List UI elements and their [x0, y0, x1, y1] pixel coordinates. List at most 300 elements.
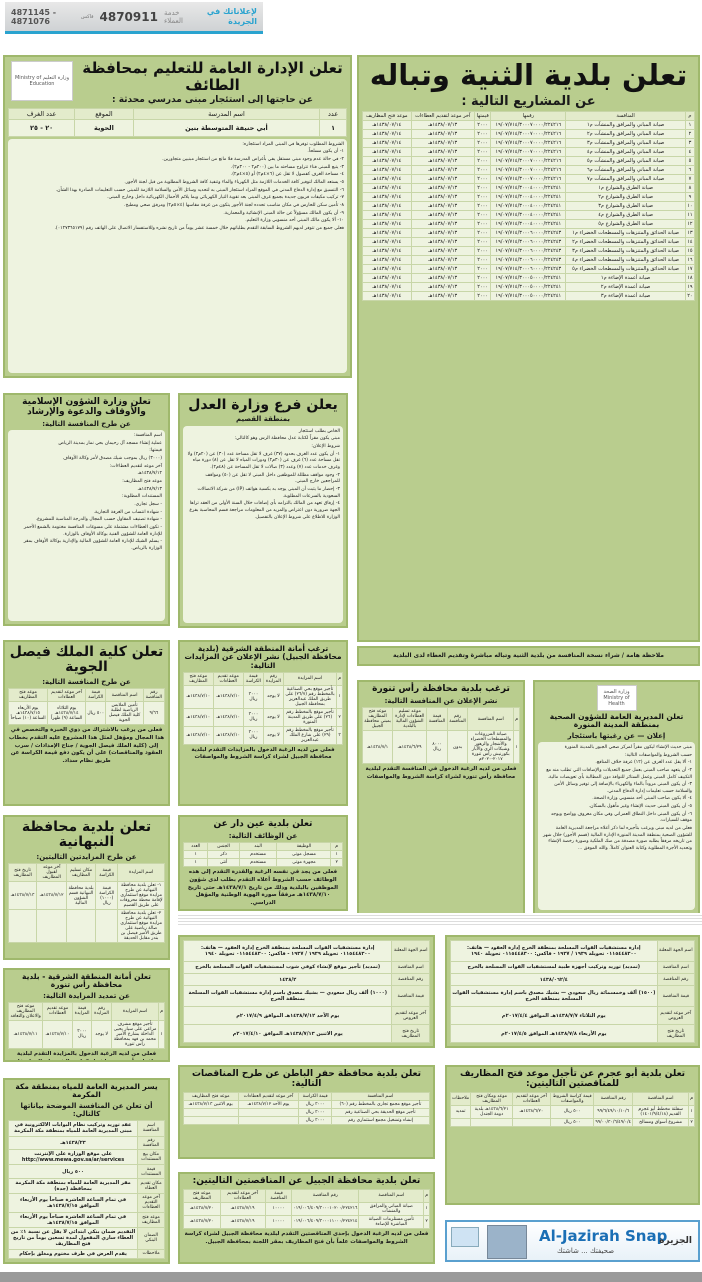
info-row	[451, 941, 695, 962]
body-line: ٤- ألا يكون صاحب المبنى أحد منسوبي وزارة الصحة.	[592, 796, 692, 802]
table-cell: ١٩/٠٧/٧١٤/٣٠٠٠٦٠٠٠٠/٢٢٤٢٤٣	[491, 256, 566, 265]
column-header: قيمة الكراسة	[96, 864, 118, 882]
table-row	[363, 175, 695, 184]
ad-subtitle: عن طرح المنافسة التالية:	[42, 419, 131, 428]
ad-table	[183, 672, 343, 745]
table-cell: بدون	[447, 731, 467, 764]
info-label: اسم المناقصة	[657, 961, 694, 973]
column-header: قيمة المنافسة	[427, 708, 448, 731]
info-value: ١٤٣٨/٠٦٢/٤	[451, 974, 658, 986]
table-cell: ١٤٣٨/٠٧/١٤هـ	[363, 184, 412, 193]
ad-body	[8, 430, 165, 621]
body-line: المستندات المطلوبة:	[122, 494, 162, 500]
table-cell: ١	[514, 731, 520, 764]
column-header: الجنس	[208, 843, 239, 851]
table-row	[363, 139, 695, 148]
body-line: - شهادة انتساب من الغرفة التجارية.	[93, 509, 162, 515]
table-cell: صيانة الحدائق والمتنزهات والمسطحات الخضراء م٢	[566, 238, 686, 247]
table-cell: صيانة الطرق والشوارع م١	[566, 184, 686, 193]
ad-footer: فعلى من لديه الرغبة الدخول بالمزايدة التقدم لبلدية محافظة رأس تنورة لشراء كراسة الشروط والمواصفات	[12, 1050, 161, 1062]
column-header: م	[514, 708, 520, 731]
table-cell: ١٤٣٨/٠٧/١٣هـ	[411, 139, 474, 148]
table-cell: صيانة المباني والمرافق والمنشآت	[359, 1202, 424, 1215]
info-value: عقد توريد وتركيب نظام البوابات الالكترونية في مبنى المديرية العامة للمياه بمنطقة مكة المكرمة	[9, 1121, 138, 1136]
body-line: عملية إنشاء مسجد آل رحيمان بحي نمار بمدينة الرياض	[58, 440, 162, 446]
ad-subtitle: عن طرح المنافسة التالية:	[42, 677, 131, 686]
table-cell: ١٩/٠٧/٧١٤/٣٠٠٠٧٠٠٠٠/٢٢٤٢١٦	[491, 130, 566, 139]
table-cell: ١٤٣٨/٠٧/١٣هـ	[411, 247, 474, 256]
table-row	[9, 882, 165, 910]
table-cell: ٢٠	[687, 293, 693, 300]
ad-ain-dar-municipality	[178, 815, 348, 911]
info-label: آخر موعد التقديم العطاءات	[138, 1194, 165, 1212]
table-row	[184, 1108, 430, 1116]
table-cell: ٩٩/٠٠/٣٠/٦/٤٩/٠/٤	[595, 1119, 632, 1125]
column-header: موعد فتح المظاريف	[184, 672, 214, 685]
body-line: مبنى يكون مقراً لكتابة عدل محافظة الرس وهو كالتالي:	[234, 436, 340, 442]
ad-footer: فعلى من يرغب بالاشتراك من ذوي الخبرة والتخصص في هذا المجال ومؤهل لمثل هذا المشروع عليه التقدم بخطاب إلى (كلية الملك فيصل الجوية / جناح الإمدادات / سرب العقود والمناقصات) على أن يكون دفع قيمة الكراسة عن طريق نظام سداد.	[8, 727, 165, 764]
table-cell: لا يوجد	[92, 1020, 111, 1048]
table-cell: ١٤٣٨/٧/١هـ	[363, 731, 393, 764]
table-cell: ١٤٣٨/٠٧/١٣هـ	[411, 148, 474, 157]
body-line: ٤- مساحة الغرف كفصول لا تقل عن (٦×٤م٢) أو (٥×٤م٢).	[230, 172, 344, 178]
column-header: رقمها	[491, 112, 566, 121]
column-header: مكان تسليم المظاريف	[67, 864, 96, 882]
info-value: يوم الاثنين ١٤٣٨/٧/١٣هـ الموافق ٢٠١٧/٤/١٠م	[184, 1025, 392, 1043]
table-cell: صيانة الطرق والشوارع م٣	[566, 202, 686, 211]
brand-logo: لإعلاناتك في الجريدة	[206, 6, 257, 26]
table-cell: ١٤٣٨/٠٧/١٤هـ	[363, 211, 412, 220]
table-cell: ١٤٣٨/٠٧/١٣هـ	[411, 193, 474, 202]
table-cell: ٢٠٠٠	[474, 184, 490, 193]
body-line: ٤- إرفاق تعهد من المالك بالتزامه بأي إضافات خلال السنة الأولى من العقد تراها الجهة ضرورية دون اعتراض والمزيد من المعلومات مراجعة قسم المحاسبة بفرع الوزارة للاطلاع على شروط الإعلان بالتفصيل.	[189, 501, 340, 520]
table-cell: تأمين مستلزمات الصيانة المباشرة للإضاءة	[359, 1215, 424, 1228]
column-header: م	[685, 112, 694, 121]
table-cell	[238, 1108, 299, 1116]
ad-title: تعلن بلدية أبو عجرم عن تأجيل موعد فتح المظاريف للمناقصتين التاليتين:	[459, 1069, 686, 1089]
column-header: رقم المزايدة	[92, 1002, 111, 1020]
table-cell: ٩/٦٦	[143, 702, 164, 725]
ad-body	[183, 426, 343, 623]
column-header: الوظيفة	[277, 843, 331, 851]
table-cell: ٢٠٠٠	[474, 130, 490, 139]
table-cell	[37, 910, 67, 943]
table-cell: ١١	[687, 212, 693, 219]
column-header: قيمة الكراسة	[299, 1092, 331, 1100]
body-line: ١- أن يكون مسلحاً.	[307, 149, 344, 155]
body-line: آخر موعد لتقديم العطاءات:	[109, 463, 162, 469]
body-line: ٣- يتبع للمبنى فناء تتراوح مساحته ما بين (٢٠٠م٢ - ٣٠٠م٢).	[230, 164, 344, 170]
table-cell: ذكر	[208, 851, 239, 859]
ad-table	[183, 842, 343, 867]
info-row	[9, 1150, 165, 1165]
table-cell: صيانة الحدائق والمتنزهات والمسطحات الخضراء م١	[566, 229, 686, 238]
table-cell: ١٤٣٨/٠٧/١٤هـ	[363, 202, 412, 211]
table-cell: ٢	[690, 1119, 693, 1125]
table-cell: أبي حنيفة المتوسطة بنين	[133, 119, 319, 136]
table-cell: صيانة المباني والمرافق والمنشآت م٧	[566, 175, 686, 184]
table-cell: مسجل موتى	[277, 851, 331, 859]
table-cell: ١٤٣٨/٧/١٠هـ	[213, 708, 243, 726]
info-label: موعد فتح المظاريف	[138, 1212, 165, 1227]
table-row	[363, 265, 695, 274]
table-cell: ١٤٣٨/٧/١٠هـ	[213, 726, 243, 744]
column-header: رقم المناقصة	[143, 689, 164, 702]
table-cell: صيانة الحدائق والمتنزهات والمسطحات الخضراء م٣	[566, 247, 686, 256]
ad-subtitle: نشر الإعلان عن المنافسة التالية:	[384, 696, 498, 705]
table-cell: ٢٠٠٠	[474, 175, 490, 184]
info-label: اسم الجهة المعلنة	[657, 941, 694, 962]
info-value: في تمام الساعة العاشرة صباحاً يوم الأربعاء الموافق ١٤٣٨/٧/١٥هـ	[9, 1212, 138, 1227]
body-line: ١- أن يكون عدد الغرف بحدود (٣٧) غرف لا تقل مساحة عدد (٣٠) عن (٢٠م٢) ولا تقل مساحة عدد (٦) غرف عن (٣٠م٢) ودورات المياه لا تقل عن (٨) دورة مياه وغرف خدمات عدد (٧) وعدد (٣) صالات لا تقل المساحة عن (٤٨م٢).	[187, 451, 340, 471]
table-row	[363, 130, 695, 139]
table-row	[184, 1116, 430, 1124]
table-row	[363, 202, 695, 211]
table-cell: ١٤٣٨/٠٧/١٣هـ	[411, 121, 474, 130]
table-cell: ١٤٣٨/٠٧/١٣هـ	[411, 184, 474, 193]
ad-taif-education	[3, 55, 352, 378]
column-header: ملاحظات	[451, 1092, 471, 1105]
table-cell: ١٩/٠٧/٧١٤/٣٠٠٠٧٠٠٠٠/٢٢٤٢١٦	[491, 148, 566, 157]
table-cell: ١٤٣٨/٠٧/١٤هـ	[363, 274, 412, 283]
al-jazirah-snap-banner[interactable]	[445, 1220, 700, 1262]
body-line: - شهادة تصنيف المقاول حسب المجال والدرجة المناسبة للمشروع.	[35, 517, 162, 523]
table-row	[9, 119, 347, 136]
table-cell: يوم الأحد ١٤٣٨/٧/١٢هـ	[238, 1100, 299, 1108]
table-cell: ١٠	[687, 203, 693, 210]
table-cell: ١٩/٠٧/٧١٤/٣٠٠٠٧٠٠٠٠/٢٢٤٢١٦	[491, 139, 566, 148]
info-label: قيمة المستندات	[138, 1165, 165, 1178]
table-cell: ١٤٣٨/٠٧/١٣هـ	[411, 130, 474, 139]
info-value: مقر المديرية العامة للمياه بمنطقة مكة المكرمة بمحافظة (جدة)	[9, 1178, 138, 1193]
ad-title: تعلن بلدية عين دار عن	[213, 819, 313, 829]
table-cell: ١٤	[687, 239, 693, 246]
table-cell: ١٤٣٨/٠٧/١٣هـ	[411, 166, 474, 175]
column-header: آخر موعد لتقديم العطاءات	[512, 1092, 550, 1105]
table-row	[9, 1020, 165, 1048]
body-line: الشروط المطلوب توفرها في المبنى المراد استئجاره:	[242, 141, 344, 147]
ad-jubail-auction	[178, 640, 348, 806]
column-header: العدد	[184, 843, 208, 851]
info-value: (١٥٠٠) ألف وخمسمائة ريال سعودي — بشيك مصدق باسم إدارة مستشفيات القوات المسلحة بمنطقة الخرج	[451, 986, 658, 1007]
info-row	[9, 1212, 165, 1227]
ad-title: يعلن فرع وزارة العدل	[188, 397, 338, 413]
table-cell: صيانة أعمدة الإضاءة م٢	[566, 283, 686, 292]
table-cell: ١٤٣٨/٠٧/١٤هـ	[363, 139, 412, 148]
info-value: في تمام الساعة العاشرة صباحاً يوم الأربعاء الموافق ١٤٣٨/٧/١٥هـ	[9, 1194, 138, 1212]
ad-table	[8, 863, 165, 943]
column-header: م	[689, 1092, 695, 1105]
column-header: عدد الغرف	[9, 108, 75, 119]
ad-islamic-affairs	[3, 393, 170, 626]
table-row	[363, 731, 520, 764]
table-cell: ١٤٣٨/٠٧/١٤هـ	[363, 256, 412, 265]
table-cell	[184, 1108, 239, 1116]
body-line: - يسلم الشيك للإدارة العامة للشؤون المالية والإدارية بوكالة الأوقاف بمقر الوزارة بالرياض.	[23, 539, 162, 552]
table-cell: تأجير موقع مشرف مراعي على سيار يحيى الداخلة بشارع الأمير محمد بن فهد بمحافظة رأس تنورة	[111, 1020, 158, 1048]
table-cell: ٢٠٠٠	[474, 220, 490, 229]
ad-table	[8, 688, 165, 725]
ad-table	[8, 108, 347, 137]
table-cell: ٥٠٠ ريال	[551, 1105, 594, 1118]
table-cell: بلدية محافظة النبهانية قسم الشؤون المالية	[67, 882, 96, 910]
table-row	[363, 166, 695, 175]
table-cell: ٢٠ - ٢٥	[9, 119, 75, 136]
table-cell: ٥	[685, 157, 694, 166]
table-cell: ١٤٣٨/٧/١٠هـ	[184, 726, 214, 744]
table-row	[363, 247, 695, 256]
ad-ras-tanura	[357, 680, 525, 915]
ad-thania-municipality	[357, 55, 700, 642]
column-header: اسم المنافسة	[468, 708, 514, 731]
table-cell: ٢	[424, 1215, 430, 1228]
column-header: عدد	[320, 108, 347, 119]
info-value: ٥٠٠ ريال	[9, 1165, 138, 1178]
app-store-icon	[451, 1227, 479, 1247]
ad-title: تعلن المديرية العامة للشؤون الصحية بمنطقة المدينة المنورة	[549, 712, 684, 730]
table-row	[363, 148, 695, 157]
table-cell: ١٤٣٨/٠٧/١٤هـ	[363, 166, 412, 175]
body-line: ٨- تأمين سكن للحارس في مكان مناسب تحدده لجنة الأجور يتكون من غرفة مقاسها (٤×٥م٢) ومرفق صحي ومطبخ.	[124, 203, 344, 209]
ad-footer: فعلى من لديه الرغبة الدخول بالمزايدات التقدم لبلدية محافظة الجبيل لشراء كراسة الشروط والمواصفات	[191, 746, 335, 761]
divider-lines	[178, 913, 702, 927]
table-row	[363, 193, 695, 202]
info-row	[9, 1178, 165, 1193]
ad-kharj-hospitals-coffee	[178, 935, 435, 1048]
table-cell: تأجير موقع بالمخطط رقم (٢٩) على شارع الملك عبدالعزيز	[283, 726, 336, 744]
table-cell: ١٤٣٨/٧/١٠هـ	[43, 1020, 72, 1048]
table-cell: صيانة الحدائق والمتنزهات والمسطحات الخضراء م٥	[566, 265, 686, 274]
table-cell: أنثى	[208, 859, 239, 867]
table-cell: ١	[685, 121, 694, 130]
ad-subtitle: بمنطقة القصيم	[235, 415, 291, 424]
column-header: موعد تسليم العطاءات لإدارة الشؤون المالية بالبلدية	[393, 708, 427, 731]
table-row	[363, 220, 695, 229]
table-cell: ٠١٩/٠٠٦/٤٠٩/٣٠٠٠١٠٢٠٠/٢٢٤٢١٦	[292, 1202, 359, 1215]
table-cell	[184, 1116, 239, 1124]
table-cell: ١٩/٠٧/٧١٤/٣٠٠٠٥٠٠٠٠/٢٢٤٢٤١	[491, 283, 566, 292]
advertising-header	[5, 2, 263, 34]
ad-footer: فعلى من لديه الرغبة الدخول في المنافسة التقدم لبلدية محافظة رأس تنورة لشراء كراسة الشروط والمواصفات	[365, 766, 517, 780]
table-cell: صيانة المباني والمرافق والمنشآت م٣	[566, 139, 686, 148]
column-header: م	[331, 843, 343, 851]
table-cell: صيانة أعمدة الإضاءة م١	[566, 274, 686, 283]
body-line: ١٤٣٨/٧/١٢هـ	[137, 471, 162, 477]
table-cell: ٢٠٠٠	[474, 148, 490, 157]
column-header: موعد تقديم العطاءات	[213, 672, 243, 685]
column-header: آخر موعد لقبول المظاريف	[37, 864, 67, 882]
table-cell: ٨	[685, 184, 694, 193]
phone-image	[487, 1225, 527, 1259]
table-cell: ٢٠٠٠	[474, 229, 490, 238]
table-cell: صيانة المباني والمرافق والمنشآت م٦	[566, 166, 686, 175]
column-header: آخر موعد لتقديم العطاءات	[411, 112, 474, 121]
info-label: اسم الجهة المعلنة	[392, 941, 430, 962]
table-cell: ١٩	[687, 284, 693, 291]
column-header: اسم المناقصة	[106, 689, 143, 702]
table-cell: ١٦	[687, 257, 693, 264]
ad-title: تعلن أمانة المنطقة الشرقية - بلدية محافظة رأس تنورة	[22, 972, 151, 990]
table-cell: صيانة الطرق والشوارع م٢	[566, 193, 686, 202]
body-line: ١٠- ألا يكون مالك المبنى أحد منسوبي وزارة التعليم.	[245, 218, 344, 224]
table-cell: ١٤٣٨/٧/١٠هـ	[213, 685, 243, 708]
ad-table	[450, 1092, 695, 1127]
ad-abu-ajram	[445, 1065, 700, 1205]
column-header: موعد تقديم العطاءات	[43, 1002, 72, 1020]
column-header: اسم المزايدة	[283, 672, 336, 685]
table-cell: ١٤٣٨/٠٧/١٤هـ	[363, 121, 412, 130]
table-cell: تأجير موقع بحي الصناعية بالمخطط رقم (٢٦/٧) على طريق الملك عبدالعزيز بمحافظة الجبيل	[283, 685, 336, 708]
info-row	[9, 1136, 165, 1149]
table-cell: ١٩/٠٧/٧١٤/٣٠٠٠٧٠٠٠٠/٢٢٤٢١٦	[491, 175, 566, 184]
table-cell: ١٩/٠٧/٧١٤/٣٠٠٠٤٠٠٠٠/٢٢٤٢٤١	[491, 193, 566, 202]
table-cell: صيانة المباني والمرافق والمنشآت م١	[566, 121, 686, 130]
ad-body	[8, 139, 347, 373]
ad-title: ترغب بلدية محافظة رأس تنورة	[372, 684, 510, 694]
table-cell: ١	[159, 1020, 165, 1048]
table-cell: ١٤٣٨/٠٧/١٤هـ	[363, 157, 412, 166]
table-cell: ٦	[685, 166, 694, 175]
column-header: رقم المناقصة	[292, 1189, 359, 1202]
ad-subtitle: عن طرح المزايدتين التاليتين:	[36, 852, 137, 861]
body-line: ٦- أن يكون المبنى داخل النطاق العمراني وفي مكان معروف وواضح ويوجد موقف للسيارات.	[550, 811, 692, 824]
body-line: موعد فتح المظاريف:	[122, 479, 162, 485]
info-value: ١٤٣٨/٢	[184, 974, 392, 986]
info-value: ١٤٣٨/٢٣هـ	[9, 1136, 138, 1149]
table-cell: ١٣	[687, 230, 693, 237]
body-line: فعلى جميع من تتوفر لديهم الشروط السابقة التقدم بطلباتهم خلال خمسة عشر يوماً من تاريخ نشره وللاستفسار الاتصال على الهاتف رقم (٠١٢٧٣٦٥١٧٩).	[54, 226, 344, 232]
table-cell: الحوية	[75, 119, 134, 136]
table-cell: ١٤٣٨/٠٧/١٤هـ	[363, 130, 412, 139]
info-label: اسم المناقصة	[392, 961, 430, 973]
table-cell: لا يوجد	[264, 685, 284, 708]
ad-table	[8, 1002, 165, 1049]
table-cell: لا يوجد	[264, 708, 284, 726]
table-cell: ١٤٣٨/٠٧/١٤هـ	[363, 148, 412, 157]
table-cell: ١٧	[687, 266, 693, 273]
table-cell: ١٤٣٨/٠٧/١٤هـ	[363, 283, 412, 292]
ad-title: تعلن بلدية محافظة حفر الباطن عن طرح المناقصات التالية:	[191, 1069, 421, 1089]
info-label: رقم المنافسة	[138, 1136, 165, 1149]
body-line: ٥- يستعد المالك لتوفير كافة الخدمات اللازمة مثل الكهرباء والماء وتنفيذ كافة الشروط المطلوبة من قبل لجنة الأجور.	[124, 180, 344, 186]
info-row	[9, 1228, 165, 1250]
table-cell: ٣٠٠٠ ريال	[243, 708, 263, 726]
table-cell: ٣٠٠٠ ريال	[299, 1108, 331, 1116]
table-cell: ١٠٠٠٠	[265, 1202, 292, 1215]
table-cell: ٣٠٠٠ ريال	[243, 726, 263, 744]
table-row	[184, 1100, 430, 1108]
table-cell: ١٤٣٨/٠٧/١٣هـ	[411, 274, 474, 283]
ad-king-faisal-air-college	[3, 640, 170, 806]
table-cell: ٧	[685, 175, 694, 184]
table-cell: ٢٠٠٠	[474, 121, 490, 130]
table-cell: ١٩/٠٧/٧١٤/٣٠٠٠٧٠٠٠٠/٢٢٤٢١٦	[491, 157, 566, 166]
table-cell: ٢٠٠٠	[474, 211, 490, 220]
ad-makkah-water	[3, 1078, 170, 1264]
table-row	[9, 702, 165, 725]
column-header: اسم المنافسة	[331, 1092, 429, 1100]
column-header: اسم المزايدة	[118, 864, 165, 882]
column-header: رقم المنافسة	[447, 708, 467, 731]
ad-title: تعلن بلدية الثنية وتباله	[369, 58, 688, 92]
table-cell: مستخدم	[239, 851, 277, 859]
ad-table	[183, 1189, 430, 1229]
table-cell: ١٩/٠٧/٧١٤/٣٠٠٠٤٠٠٠٠/٢٢٤٢٤١	[491, 202, 566, 211]
ad-justice-ministry	[178, 393, 348, 628]
body-line: حسب الشروط والمواصفات التالية:	[624, 752, 692, 758]
body-line: شروط الإعلان:	[311, 444, 340, 450]
column-header: موعد فتح المظاريف	[184, 1092, 239, 1100]
ad-title: تعلن وزارة الشؤون الإسلامية والأوقاف والدعوة والإرشاد	[22, 397, 151, 417]
table-cell: ١٤٣٨/٦/٢٩هـ	[393, 731, 427, 764]
info-label: آخر موعد لتقديم العروض	[392, 1007, 430, 1025]
body-line: ٢- أن يتعهد صاحب المبنى بعمل جميع التعديلات والإضافات التي تطلب منه مع التكييف كامل المبنى وعمل الستائر للنوافذ دون المطالبة بأي تعويضات مالية.	[546, 767, 692, 780]
table-cell: ١٤٣٨/٠٧/١٣هـ	[411, 211, 474, 220]
table-row	[363, 274, 695, 283]
table-cell: ٢	[331, 859, 343, 867]
info-value: إدارة مستشفيات القوات المسلحة بمنطقة الخرج إدارة العقود — هاتف: ٠١١٥٤٤٨٣٠٠ تحويلة ١٩٣٩ / ١٩٣٧ - فاكس: ٠١١٥٤٤٨٣٠٠ تحويلة ١٩٤٠	[184, 941, 392, 962]
info-row	[451, 974, 695, 986]
table-cell: تأمين الملابس الرياضية لطلبة كلية الملك فيصل الجوية	[106, 702, 143, 725]
table-cell: ١- تعلن بلدية محافظة النبهانية عن طرح مزايدة موقع استثماري لإقامة محطة محروقات على طريق القصيم	[119, 883, 163, 909]
table-cell: ٣٠٠٠ ريال	[299, 1100, 331, 1108]
table-cell	[512, 1118, 550, 1126]
table-cell: ١٩/٠٧/٧١٤/٣٠٠٠٥٠٠٠٠/٢٢٤٢٤١	[491, 274, 566, 283]
info-row	[9, 1249, 165, 1258]
table-row	[363, 283, 695, 292]
table-row	[363, 292, 695, 301]
table-cell: ٤	[685, 148, 694, 157]
table-cell: ١٩/٠٧/٧١٤/٣٠٠٠٧٠٠٠٠/٢٢٤٢١٦	[491, 166, 566, 175]
table-cell: ١	[184, 851, 208, 859]
table-cell: ١٩/٠٧/٧١٤/٣٠٠٠٦٠٠٠٠/٢٢٤٢٤٣	[491, 238, 566, 247]
table-row	[184, 708, 343, 726]
ad-footer: فعلى من لديه الرغبة الدخول بإحدى المناقصتين التقدم لبلدية محافظة الجبيل لشراء كراسة الشروط والمواصفات علماً بأن فتح المظاريف بمقر اللجنة بمحافظة الجبيل.	[184, 1230, 429, 1245]
table-cell: ١٤٣٨/٧/٢٠هـ	[184, 1215, 221, 1228]
ad-eastern-ras-tanura	[3, 968, 170, 1062]
ad-subtitle: أن تعلن عن المنافسة الموضحة بياناتها كالتالي:	[20, 1101, 153, 1118]
ad-kharj-hospitals-devices	[445, 935, 700, 1048]
table-row	[363, 121, 695, 130]
table-cell: لا يوجد	[264, 726, 284, 744]
table-cell: ١	[689, 1105, 695, 1118]
body-line: (٣٠٠٠) ريال بموجب شيك مصدق لأمر وكالة الأوقاف	[63, 456, 162, 462]
info-label: قيمة المناقصة	[392, 986, 430, 1007]
info-label: اسم المنافسة	[138, 1121, 165, 1136]
info-row	[184, 1007, 430, 1025]
info-row	[9, 1165, 165, 1178]
table-cell: ١	[184, 859, 208, 867]
info-label: رقم المناقصة	[657, 974, 694, 986]
table-cell: ١٤٣٨/٦/٢١هـ بلدية دومة الجندل	[471, 1105, 513, 1118]
ad-body	[538, 742, 695, 910]
table-cell: ١٤٣٨/٠٧/١٤هـ	[363, 292, 412, 301]
table-cell: ٥٠٠ ريال	[551, 1118, 594, 1126]
table-cell: ١٤٣٨/٠٧/١٤هـ	[363, 175, 412, 184]
table-cell: ١٩/٠٧/٧١٤/٣٠٠٠٧٠٠٠٠/٢٢٤٢١٦	[491, 121, 566, 130]
column-header: م	[337, 672, 343, 685]
table-cell: ٢٠٠٠	[474, 202, 490, 211]
table-row	[451, 1118, 695, 1126]
info-value: (تمديد) توريد وتركيب أجهزة طبية لمستشفيات القوات المسلحة بالخرج	[451, 961, 658, 973]
table-cell: صيانة الطرق والشوارع م٤	[566, 211, 686, 220]
ad-subtitle: إعلان — عن رغبتها باستئجار	[567, 731, 666, 740]
column-header: موعد فتح المظاريف	[363, 112, 412, 121]
table-cell: ١٤٣٨/٠٧/١٤هـ	[363, 265, 412, 274]
ad-jubail-tenders	[178, 1172, 435, 1264]
table-cell: ٢	[337, 708, 343, 726]
ad-table	[362, 111, 695, 301]
